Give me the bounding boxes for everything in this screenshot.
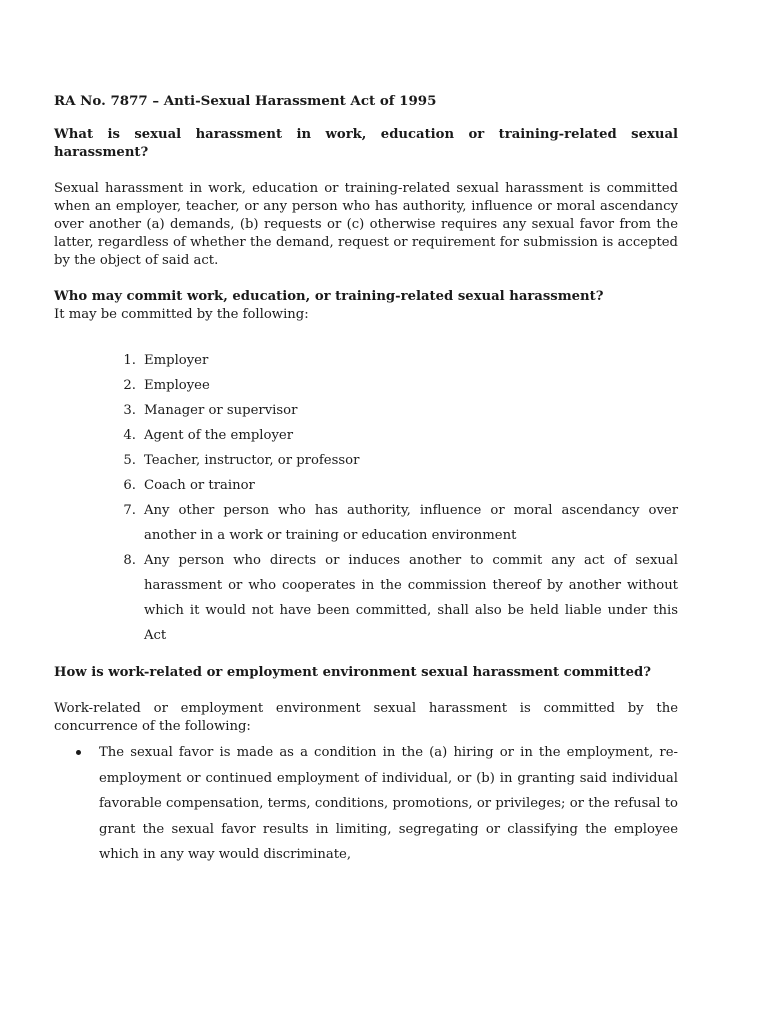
list-item (54, 548, 678, 648)
list-item-text: Teacher, instructor, or professor (144, 453, 360, 468)
answer-how-committed: Work-related or employment environment sexual harassment is committed by the concurrence of the following: (54, 701, 678, 734)
list-item-number: 6. (123, 478, 136, 493)
list-item-text: Any person who directs or induces another to commit any act of sexual harassment or who cooperates in the commission thereof by another without which it would not have been committed, shall also be held liable under this Act (144, 553, 678, 643)
list-item (54, 473, 678, 498)
list-item (54, 498, 678, 548)
list-item-number: 8. (123, 553, 136, 568)
list-item-number: 2. (123, 378, 136, 393)
offender-list (54, 348, 678, 648)
list-item-number: 3. (123, 403, 136, 418)
document-page (54, 92, 678, 868)
list-item-text: Coach or trainor (144, 478, 255, 493)
list-item-number: 7. (123, 503, 136, 518)
list-item (54, 373, 678, 398)
answer-who-may-commit: It may be committed by the following: (54, 307, 309, 322)
list-item (54, 348, 678, 373)
list-item (54, 423, 678, 448)
answer-definition: Sexual harassment in work, education or training-related sexual harassment is committed when an employer, teacher, or any person who has authority, influence or moral ascendancy over another (a) demands, (b) requests or (c) otherwise requires any sexual favor from the latter, regardless of whether the demand, request or requirement for submission is accepted by the object of said act. (54, 181, 678, 268)
bullet-text: The sexual favor is made as a condition in the (a) hiring or in the employment, re-employment or continued employment of individual, or (b) in granting said individual favorable compensation, terms, conditions, promotions, or privileges; or the refusal to grant the sexual favor results in limiting, segregating or classifying the employee which in any way would discriminate, (99, 745, 678, 862)
list-item-number: 5. (123, 453, 136, 468)
list-item-text: Any other person who has authority, influence or moral ascendancy over another in a work or training or education environment (144, 503, 678, 543)
document-title: RA No. 7877 – Anti-Sexual Harassment Act of 1995 (54, 93, 437, 109)
question-who-may-commit: Who may commit work, education, or training-related sexual harassment? (54, 289, 604, 304)
list-item-number: 4. (123, 428, 136, 443)
list-item-text: Agent of the employer (144, 428, 294, 443)
list-item (54, 398, 678, 423)
list-item-text: Manager or supervisor (144, 403, 298, 418)
list-item (54, 448, 678, 473)
condition-bullets (54, 740, 678, 868)
list-item-text: Employee (144, 378, 210, 393)
bullet-icon (54, 740, 99, 868)
question-definition: What is sexual harassment in work, education or training-related sexual harassment? (54, 127, 678, 160)
bullet-item (54, 740, 678, 868)
list-item-text: Employer (144, 353, 209, 368)
list-item-number: 1. (123, 353, 136, 368)
question-how-committed: How is work-related or employment environment sexual harassment committed? (54, 665, 651, 680)
